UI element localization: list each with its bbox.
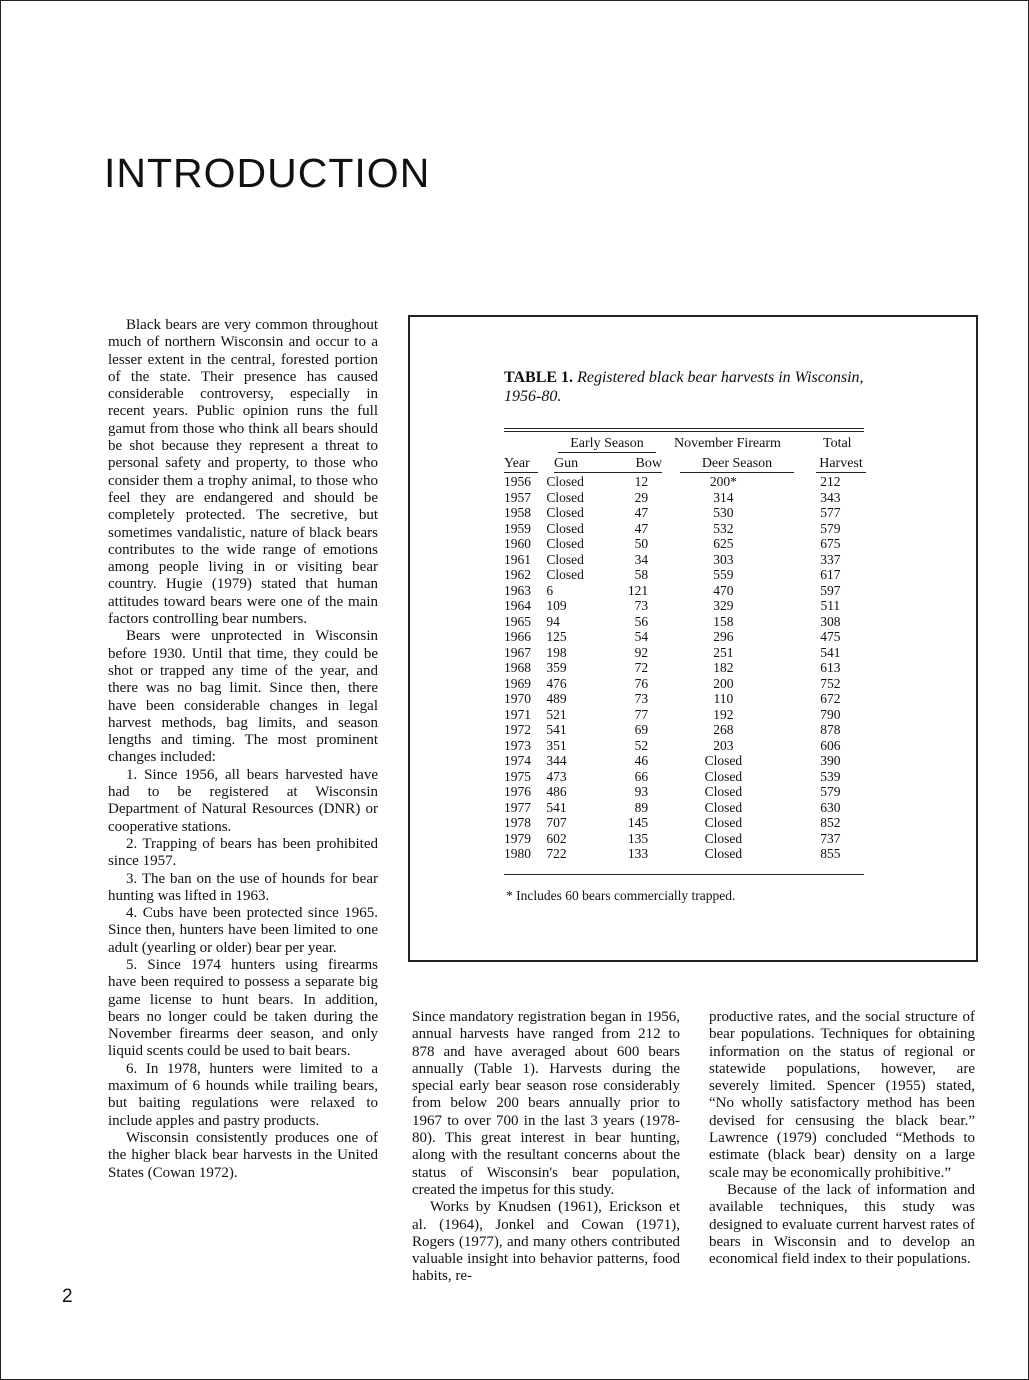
cell-deer-season: 192 xyxy=(713,706,734,722)
cell-bow: 73 xyxy=(634,598,649,613)
cell-year: 1964 xyxy=(504,598,531,613)
cell-deer-season: Closed xyxy=(704,768,743,784)
cell-deer-season: 470 xyxy=(713,582,734,598)
cell-gun: 722 xyxy=(546,846,567,861)
cell-deer-season: 559 xyxy=(713,567,734,582)
cell-total-harvest: 579 xyxy=(820,520,841,536)
table-row xyxy=(504,784,864,800)
table-rule-top-double xyxy=(504,431,864,432)
table-box xyxy=(408,315,978,962)
cell-total-harvest: 672 xyxy=(820,691,841,706)
cell-bow: 29 xyxy=(634,489,649,505)
header-gun: Gun xyxy=(554,456,579,471)
table-row xyxy=(504,691,864,707)
cell-total-harvest: 790 xyxy=(820,706,841,722)
cell-total-harvest: 541 xyxy=(820,644,841,660)
cell-gun: Closed xyxy=(546,489,584,505)
cell-deer-season: Closed xyxy=(704,799,743,815)
body-column-2 xyxy=(412,1009,680,1286)
table-row xyxy=(504,769,864,785)
header-bow: Bow xyxy=(635,456,662,471)
header-total: Total xyxy=(823,436,852,451)
paragraph: 1. Since 1956, all bears harvested have had to be registered at Wisconsin Department of Natural Resources (DNR) or cooperative stations. xyxy=(108,766,378,835)
cell-total-harvest: 630 xyxy=(820,799,841,815)
cell-gun: 486 xyxy=(546,784,567,799)
cell-total-harvest: 390 xyxy=(820,753,841,768)
cell-deer-season: Closed xyxy=(704,753,743,768)
table-row xyxy=(504,722,864,738)
cell-deer-season: 200 xyxy=(713,675,734,691)
paragraph: 3. The ban on the use of hounds for bear hunting was lifted in 1963. xyxy=(108,870,378,904)
cell-bow: 72 xyxy=(634,660,649,675)
cell-gun: 602 xyxy=(546,830,567,846)
table-row xyxy=(504,536,864,552)
cell-bow: 47 xyxy=(634,520,649,536)
paragraph: 4. Cubs have been protected since 1965. Since then, hunters have been limited to one adult (yearling or older) bear per year. xyxy=(108,905,378,956)
table-row xyxy=(504,552,864,568)
cell-gun: 521 xyxy=(546,706,567,722)
cell-gun: Closed xyxy=(546,474,584,489)
cell-year: 1961 xyxy=(504,551,531,567)
cell-bow: 52 xyxy=(634,737,649,753)
cell-bow: 66 xyxy=(634,768,649,784)
cell-bow: 145 xyxy=(627,815,649,830)
cell-deer-season: 110 xyxy=(713,691,734,706)
cell-bow: 58 xyxy=(634,567,649,582)
harvest-table-body xyxy=(504,474,864,862)
cell-total-harvest: 675 xyxy=(820,536,841,551)
body-column-1 xyxy=(108,317,378,1182)
cell-deer-season: 268 xyxy=(713,722,734,737)
table-row xyxy=(504,846,864,862)
cell-gun: Closed xyxy=(546,551,584,567)
cell-year: 1968 xyxy=(504,660,531,675)
cell-year: 1962 xyxy=(504,567,531,582)
cell-deer-season: Closed xyxy=(704,815,743,830)
cell-year: 1978 xyxy=(504,815,531,830)
cell-bow: 50 xyxy=(634,536,649,551)
header-year: Year xyxy=(504,456,538,473)
cell-total-harvest: 597 xyxy=(820,582,841,598)
paragraph: Works by Knudsen (1961), Erickson et al. (1964), Jonkel and Cowan (1971), Rogers (1977), and many others contributed valuable insight into behavior patterns, food habits, re- xyxy=(412,1199,680,1285)
cell-year: 1972 xyxy=(504,722,531,737)
cell-bow: 135 xyxy=(627,830,649,846)
cell-gun: 109 xyxy=(546,598,567,613)
cell-deer-season: 625 xyxy=(713,536,734,551)
paragraph: Wisconsin consistently produces one of the higher black bear harvests in the United States (Cowan 1972). xyxy=(108,1129,378,1181)
table-label: TABLE 1. xyxy=(504,369,574,386)
cell-gun: 125 xyxy=(546,629,567,644)
cell-deer-season: 532 xyxy=(713,520,734,536)
table-row xyxy=(504,583,864,599)
cell-year: 1967 xyxy=(504,644,531,660)
paragraph: Bears were unprotected in Wisconsin before 1930. Until that time, they could be shot or trapped any time of the year, and there was no bag limit. Since then, there have been considerable changes in legal harvest methods, bag limits, and season lengths and timing. The most prominent changes included: xyxy=(108,628,378,766)
table-row xyxy=(504,490,864,506)
cell-bow: 34 xyxy=(634,551,649,567)
cell-deer-season: Closed xyxy=(704,830,743,846)
cell-total-harvest: 617 xyxy=(820,567,841,582)
cell-gun: Closed xyxy=(546,567,584,582)
cell-deer-season: 314 xyxy=(713,489,734,505)
paragraph: 5. Since 1974 hunters using firearms have been required to possess a separate big game license to hunt bears. In addition, bears no longer could be taken during the November firearms deer season, and only liquid scents could be used to bait bears. xyxy=(108,956,378,1060)
cell-year: 1976 xyxy=(504,784,531,799)
cell-deer-season: 530 xyxy=(713,505,734,520)
cell-deer-season: 251 xyxy=(713,644,734,660)
cell-year: 1979 xyxy=(504,830,531,846)
table-row xyxy=(504,800,864,816)
header-early-season: Early Season xyxy=(558,436,656,453)
header-gun-bow-rule xyxy=(554,456,662,473)
cell-year: 1980 xyxy=(504,846,531,861)
cell-gun: 344 xyxy=(546,753,567,768)
table-row xyxy=(504,505,864,521)
cell-deer-season: 303 xyxy=(713,551,734,567)
cell-bow: 69 xyxy=(634,722,649,737)
cell-total-harvest: 752 xyxy=(820,675,841,691)
page-number: 2 xyxy=(62,1286,73,1307)
cell-bow: 121 xyxy=(627,582,649,598)
cell-year: 1957 xyxy=(504,489,531,505)
harvest-table xyxy=(504,474,864,862)
cell-year: 1973 xyxy=(504,737,531,753)
cell-bow: 76 xyxy=(634,675,649,691)
cell-bow: 93 xyxy=(634,784,649,799)
cell-deer-season: 200* xyxy=(709,474,737,489)
cell-deer-season: 296 xyxy=(713,629,734,644)
cell-year: 1965 xyxy=(504,613,531,629)
cell-bow: 54 xyxy=(634,629,649,644)
cell-deer-season: Closed xyxy=(704,784,743,799)
cell-total-harvest: 878 xyxy=(820,722,841,737)
cell-year: 1975 xyxy=(504,768,531,784)
cell-total-harvest: 613 xyxy=(820,660,841,675)
table-row xyxy=(504,598,864,614)
cell-total-harvest: 539 xyxy=(820,768,841,784)
table-rule-top xyxy=(504,428,864,429)
table-caption xyxy=(504,368,864,406)
cell-gun: 489 xyxy=(546,691,567,706)
cell-bow: 89 xyxy=(634,799,649,815)
cell-total-harvest: 475 xyxy=(820,629,841,644)
cell-deer-season: 182 xyxy=(713,660,734,675)
cell-year: 1960 xyxy=(504,536,531,551)
cell-total-harvest: 606 xyxy=(820,737,841,753)
cell-year: 1958 xyxy=(504,505,531,520)
cell-year: 1977 xyxy=(504,799,531,815)
cell-total-harvest: 855 xyxy=(820,846,841,861)
cell-year: 1971 xyxy=(504,706,531,722)
cell-gun: Closed xyxy=(546,520,584,536)
header-deer-season: Deer Season xyxy=(680,456,794,473)
cell-total-harvest: 343 xyxy=(820,489,841,505)
paragraph: 6. In 1978, hunters were limited to a maximum of 6 hounds while trailing bears, but baiting regulations were relaxed to include apples and pastry products. xyxy=(108,1060,378,1129)
cell-year: 1966 xyxy=(504,629,531,644)
cell-year: 1963 xyxy=(504,582,531,598)
cell-deer-season: Closed xyxy=(704,846,743,861)
cell-deer-season: 203 xyxy=(713,737,734,753)
cell-gun: Closed xyxy=(546,505,584,520)
cell-gun: 94 xyxy=(546,613,560,629)
cell-total-harvest: 577 xyxy=(820,505,841,520)
cell-deer-season: 158 xyxy=(713,613,734,629)
cell-bow: 46 xyxy=(634,753,649,768)
page-heading: INTRODUCTION xyxy=(104,150,431,196)
cell-bow: 92 xyxy=(634,644,649,660)
table-row xyxy=(504,707,864,723)
cell-total-harvest: 337 xyxy=(820,551,841,567)
cell-gun: 6 xyxy=(546,582,554,598)
table-row xyxy=(504,474,864,490)
body-column-3 xyxy=(709,1009,975,1268)
table-row xyxy=(504,567,864,583)
cell-total-harvest: 511 xyxy=(820,598,841,613)
table-row xyxy=(504,629,864,645)
paragraph: Since mandatory registration began in 1956, annual harvests have ranged from 212 to 878 and have averaged about 600 bears annually (Table 1). Harvests during the special early bear season rose considerably from below 200 bears annually prior to 1967 to over 700 in the last 3 years (1978-80). This great interest in bear hunting, along with the resultant concerns about the status of Wisconsin's bear population, created the impetus for this study. xyxy=(412,1009,680,1198)
paragraph: productive rates, and the social structure of bear populations. Techniques for obtaining information on the status of regional or statewide populations, however, are severely limited. Spencer (1955) stated, “No wholly satisfactory method has been devised for censusing the black bear.” Lawrence (1979) concluded “Methods to estimate (black bear) density on a large scale may be economically prohibitive.” xyxy=(709,1009,975,1181)
cell-bow: 133 xyxy=(627,846,649,861)
cell-year: 1959 xyxy=(504,520,531,536)
cell-total-harvest: 852 xyxy=(820,815,841,830)
cell-bow: 56 xyxy=(634,613,649,629)
cell-year: 1974 xyxy=(504,753,531,768)
table-row xyxy=(504,521,864,537)
cell-total-harvest: 737 xyxy=(820,830,841,846)
paragraph: Because of the lack of information and available techniques, this study was designed to evaluate current harvest rates of bears in Wisconsin and to develop an economical field index to their populations. xyxy=(709,1181,975,1268)
table-row xyxy=(504,614,864,630)
cell-gun: 476 xyxy=(546,675,567,691)
cell-total-harvest: 579 xyxy=(820,784,841,799)
cell-gun: Closed xyxy=(546,536,584,551)
table-row xyxy=(504,738,864,754)
cell-gun: 359 xyxy=(546,660,567,675)
table-row xyxy=(504,676,864,692)
table-row xyxy=(504,753,864,769)
paragraph: 2. Trapping of bears has been prohibited since 1957. xyxy=(108,835,378,870)
cell-gun: 541 xyxy=(546,722,567,737)
cell-total-harvest: 308 xyxy=(820,613,841,629)
table-rule-bottom xyxy=(504,874,864,875)
cell-gun: 473 xyxy=(546,768,567,784)
cell-bow: 47 xyxy=(634,505,649,520)
table-row xyxy=(504,815,864,831)
table-row xyxy=(504,645,864,661)
table-row xyxy=(504,831,864,847)
cell-bow: 77 xyxy=(634,706,649,722)
header-harvest: Harvest xyxy=(816,456,866,473)
cell-year: 1969 xyxy=(504,675,531,691)
cell-gun: 541 xyxy=(546,799,567,815)
table-title: Registered black bear harvests in Wisconsin, 1956-80. xyxy=(504,369,864,405)
cell-bow: 12 xyxy=(634,474,649,489)
cell-deer-season: 329 xyxy=(713,598,734,613)
cell-total-harvest: 212 xyxy=(820,474,841,489)
cell-bow: 73 xyxy=(634,691,649,706)
cell-year: 1956 xyxy=(504,474,531,489)
cell-year: 1970 xyxy=(504,691,531,706)
table-row xyxy=(504,660,864,676)
cell-gun: 707 xyxy=(546,815,567,830)
table-footnote: * Includes 60 bears commercially trapped. xyxy=(506,888,736,903)
header-november-firearm: November Firearm xyxy=(674,436,781,451)
cell-gun: 198 xyxy=(546,644,567,660)
paragraph: Black bears are very common throughout much of northern Wisconsin and occur to a lesser extent in the central, forested portion of the state. Their presence has caused considerable controversy, especially in recent years. Public opinion runs the full gamut from those who think all bears should be shot because they represent a threat to personal safety and property, to those who consider them a trophy animal, to those who feel they are endangered and should be completely protected. The secretive, but sometimes vandalistic, nature of black bears contributes to the wide range of emotions among people living in or visiting bear country. Hugie (1979) stated that human attitudes toward bears were one of the main factors controlling bear numbers. xyxy=(108,317,378,628)
cell-gun: 351 xyxy=(546,737,567,753)
